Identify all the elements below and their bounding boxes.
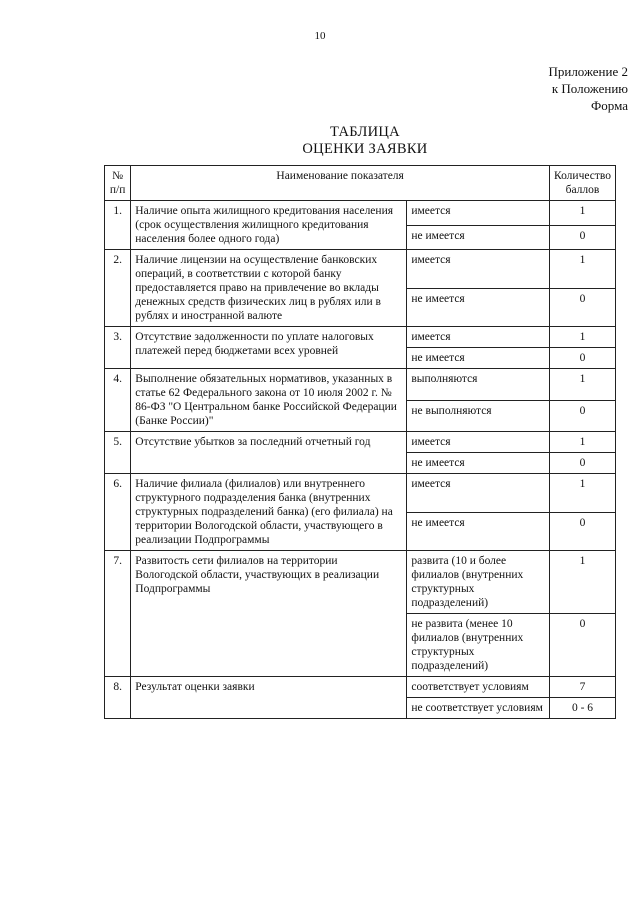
option-label: выполняются <box>407 369 550 401</box>
row-number: 3. <box>105 327 131 369</box>
option-label: не выполняются <box>407 400 550 432</box>
criterion-name: Выполнение обязательных нормативов, указанных в статье 62 Федерального закона от 10 июля 2002 г. № 86-ФЗ "О Центральном банке Российской Федерации (Банке России)" <box>131 369 407 432</box>
row-number: 5. <box>105 432 131 474</box>
option-points: 0 <box>549 614 615 677</box>
row-number: 1. <box>105 201 131 250</box>
table-row <box>105 369 616 401</box>
document-title <box>0 124 640 158</box>
option-points: 0 <box>549 348 615 369</box>
table-row <box>105 432 616 453</box>
table-row <box>105 201 616 226</box>
appendix-line: Приложение 2 <box>548 64 628 79</box>
option-points: 1 <box>549 369 615 401</box>
row-number: 2. <box>105 250 131 327</box>
option-label: имеется <box>407 474 550 513</box>
row-number: 4. <box>105 369 131 432</box>
table-row <box>105 327 616 348</box>
option-points: 0 <box>549 288 615 327</box>
appendix-line: к Положению <box>551 81 628 96</box>
option-label: не имеется <box>407 288 550 327</box>
criterion-name: Отсутствие задолженности по уплате налоговых платежей перед бюджетами всех уровней <box>131 327 407 369</box>
option-label: имеется <box>407 327 550 348</box>
criterion-name: Результат оценки заявки <box>131 677 407 719</box>
criterion-name: Наличие опыта жилищного кредитования населения (срок осуществления жилищного кредитования населения более одного года) <box>131 201 407 250</box>
option-points: 1 <box>549 250 615 289</box>
option-points: 1 <box>549 432 615 453</box>
option-points: 0 <box>549 453 615 474</box>
option-label: не имеется <box>407 348 550 369</box>
table-row <box>105 677 616 698</box>
option-points: 1 <box>549 327 615 348</box>
row-number: 6. <box>105 474 131 551</box>
title-line: ТАБЛИЦА <box>330 124 400 140</box>
option-points: 0 <box>549 512 615 551</box>
option-label: не имеется <box>407 453 550 474</box>
appendix-block <box>548 63 628 114</box>
table-row <box>105 474 616 513</box>
table-body <box>105 201 616 719</box>
appendix-line: Форма <box>591 98 628 113</box>
option-label: имеется <box>407 250 550 289</box>
option-points: 0 <box>549 400 615 432</box>
option-label: имеется <box>407 201 550 226</box>
table-header-row <box>105 166 616 201</box>
criterion-name: Развитость сети филиалов на территории Вологодской области, участвующих в реализации Подпрограммы <box>131 551 407 677</box>
evaluation-table <box>104 165 616 719</box>
option-label: не имеется <box>407 225 550 250</box>
criterion-name: Наличие филиала (филиалов) или внутреннего структурного подразделения банка (внутренних структурных подразделений банка) (его филиала) на территории Вологодской области, участвующего в реализации Подпрограммы <box>131 474 407 551</box>
row-number: 7. <box>105 551 131 677</box>
option-points: 0 - 6 <box>549 698 615 719</box>
criterion-name: Отсутствие убытков за последний отчетный год <box>131 432 407 474</box>
option-points: 1 <box>549 201 615 226</box>
option-points: 0 <box>549 225 615 250</box>
option-label: развита (10 и более филиалов (внутренних структурных подразделений) <box>407 551 550 614</box>
option-label: не развита (менее 10 филиалов (внутренних структурных подразделений) <box>407 614 550 677</box>
title-line: ОЦЕНКИ ЗАЯВКИ <box>302 141 428 157</box>
option-points: 7 <box>549 677 615 698</box>
option-points: 1 <box>549 551 615 614</box>
option-points: 1 <box>549 474 615 513</box>
table-row <box>105 551 616 614</box>
row-number: 8. <box>105 677 131 719</box>
header-number: № п/п <box>105 166 131 201</box>
header-points: Количество баллов <box>549 166 615 201</box>
option-label: не имеется <box>407 512 550 551</box>
option-label: имеется <box>407 432 550 453</box>
header-name: Наименование показателя <box>131 166 550 201</box>
option-label: соответствует условиям <box>407 677 550 698</box>
criterion-name: Наличие лицензии на осуществление банковских операций, в соответствии с которой банку предоставляется право на привлечение во вклады денежных средств физических лиц в рублях или в рублях и иностранной валюте <box>131 250 407 327</box>
page-number: 10 <box>314 30 326 42</box>
option-label: не соответствует условиям <box>407 698 550 719</box>
table-row <box>105 250 616 289</box>
